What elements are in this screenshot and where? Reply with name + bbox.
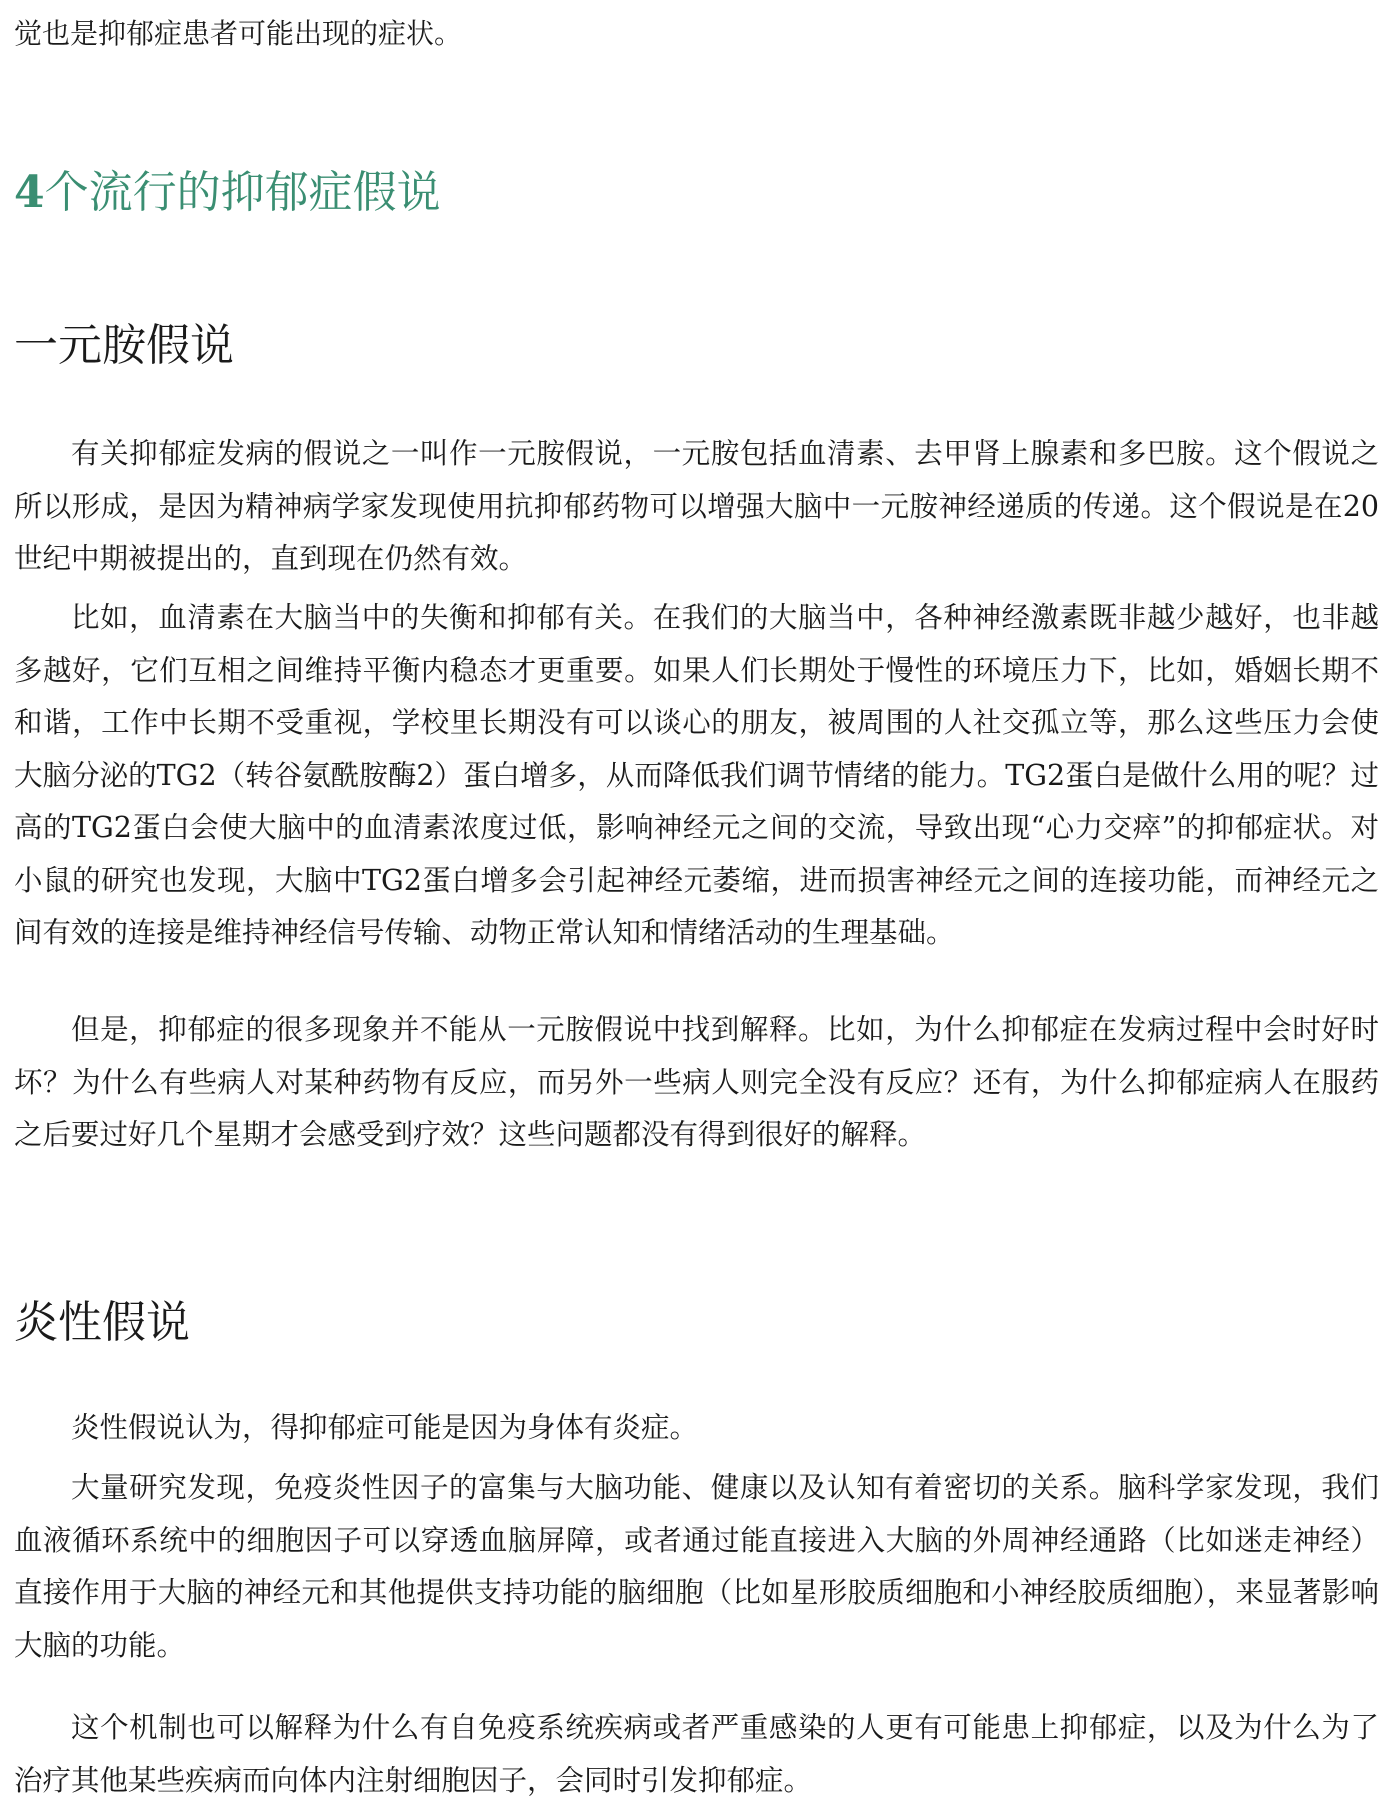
section-title-text: 个流行的抑郁症假说 <box>44 167 441 218</box>
paragraph: 有关抑郁症发病的假说之一叫作一元胺假说，一元胺包括血清素、去甲肾上腺素和多巴胺。这个假说之所以形成，是因为精神病学家发现使用抗抑郁药物可以增强大脑中一元胺神经递质的传递。这个假说是在20世纪中期被提出的，直到现在仍然有效。 <box>14 437 1379 575</box>
paragraph: 比如，血清素在大脑当中的失衡和抑郁有关。在我们的大脑当中，各种神经激素既非越少越好，也非越多越好，它们互相之间维持平衡内稳态才更重要。如果人们长期处于慢性的环境压力下，比如，婚姻长期不和谐，工作中长期不受重视，学校里长期没有可以谈心的朋友，被周围的人社交孤立等，那么这些压力会使大脑分泌的TG2（转谷氨酰胺酶2）蛋白增多，从而降低我们调节情绪的能力。TG2蛋白是做什么用的呢？过高的TG2蛋白会使大脑中的血清素浓度过低，影响神经元之间的交流，导致出现“心力交瘁”的抑郁症状。对小鼠的研究也发现，大脑中TG2蛋白增多会引起神经元萎缩，进而损害神经元之间的连接功能，而神经元之间有效的连接是维持神经信号传输、动物正常认知和情绪活动的生理基础。 <box>14 601 1379 949</box>
paragraph: 大量研究发现，免疫炎性因子的富集与大脑功能、健康以及认知有着密切的关系。脑科学家发现，我们血液循环系统中的细胞因子可以穿透血脑屏障，或者通过能直接进入大脑的外周神经通路（比如迷走神经）直接作用于大脑的神经元和其他提供支持功能的脑细胞（比如星形胶质细胞和小神经胶质细胞），来显著影响大脑的功能。 <box>14 1471 1379 1662</box>
paragraph: 这个机制也可以解释为什么有自免疫系统疾病或者严重感染的人更有可能患上抑郁症，以及为什么为了治疗其他某些疾病而向体内注射细胞因子，会同时引发抑郁症。 <box>14 1711 1379 1797</box>
paragraph: 炎性假说认为，得抑郁症可能是因为身体有炎症。 <box>71 1411 699 1444</box>
section-title-number: 4 <box>14 167 45 218</box>
paragraph: 但是，抑郁症的很多现象并不能从一元胺假说中找到解释。比如，为什么抑郁症在发病过程中会时好时坏？为什么有些病人对某种药物有反应，而另外一些病人则完全没有反应？还有，为什么抑郁症病人在服药之后要过好几个星期才会感受到疗效？这些问题都没有得到很好的解释。 <box>14 1013 1379 1151</box>
subsection-heading-inflammation: 炎性假说 <box>14 1297 190 1348</box>
subsection-heading-monoamine: 一元胺假说 <box>14 320 234 371</box>
continued-text-fragment: 觉也是抑郁症患者可能出现的症状。 <box>14 17 463 50</box>
section-title <box>14 165 1379 221</box>
